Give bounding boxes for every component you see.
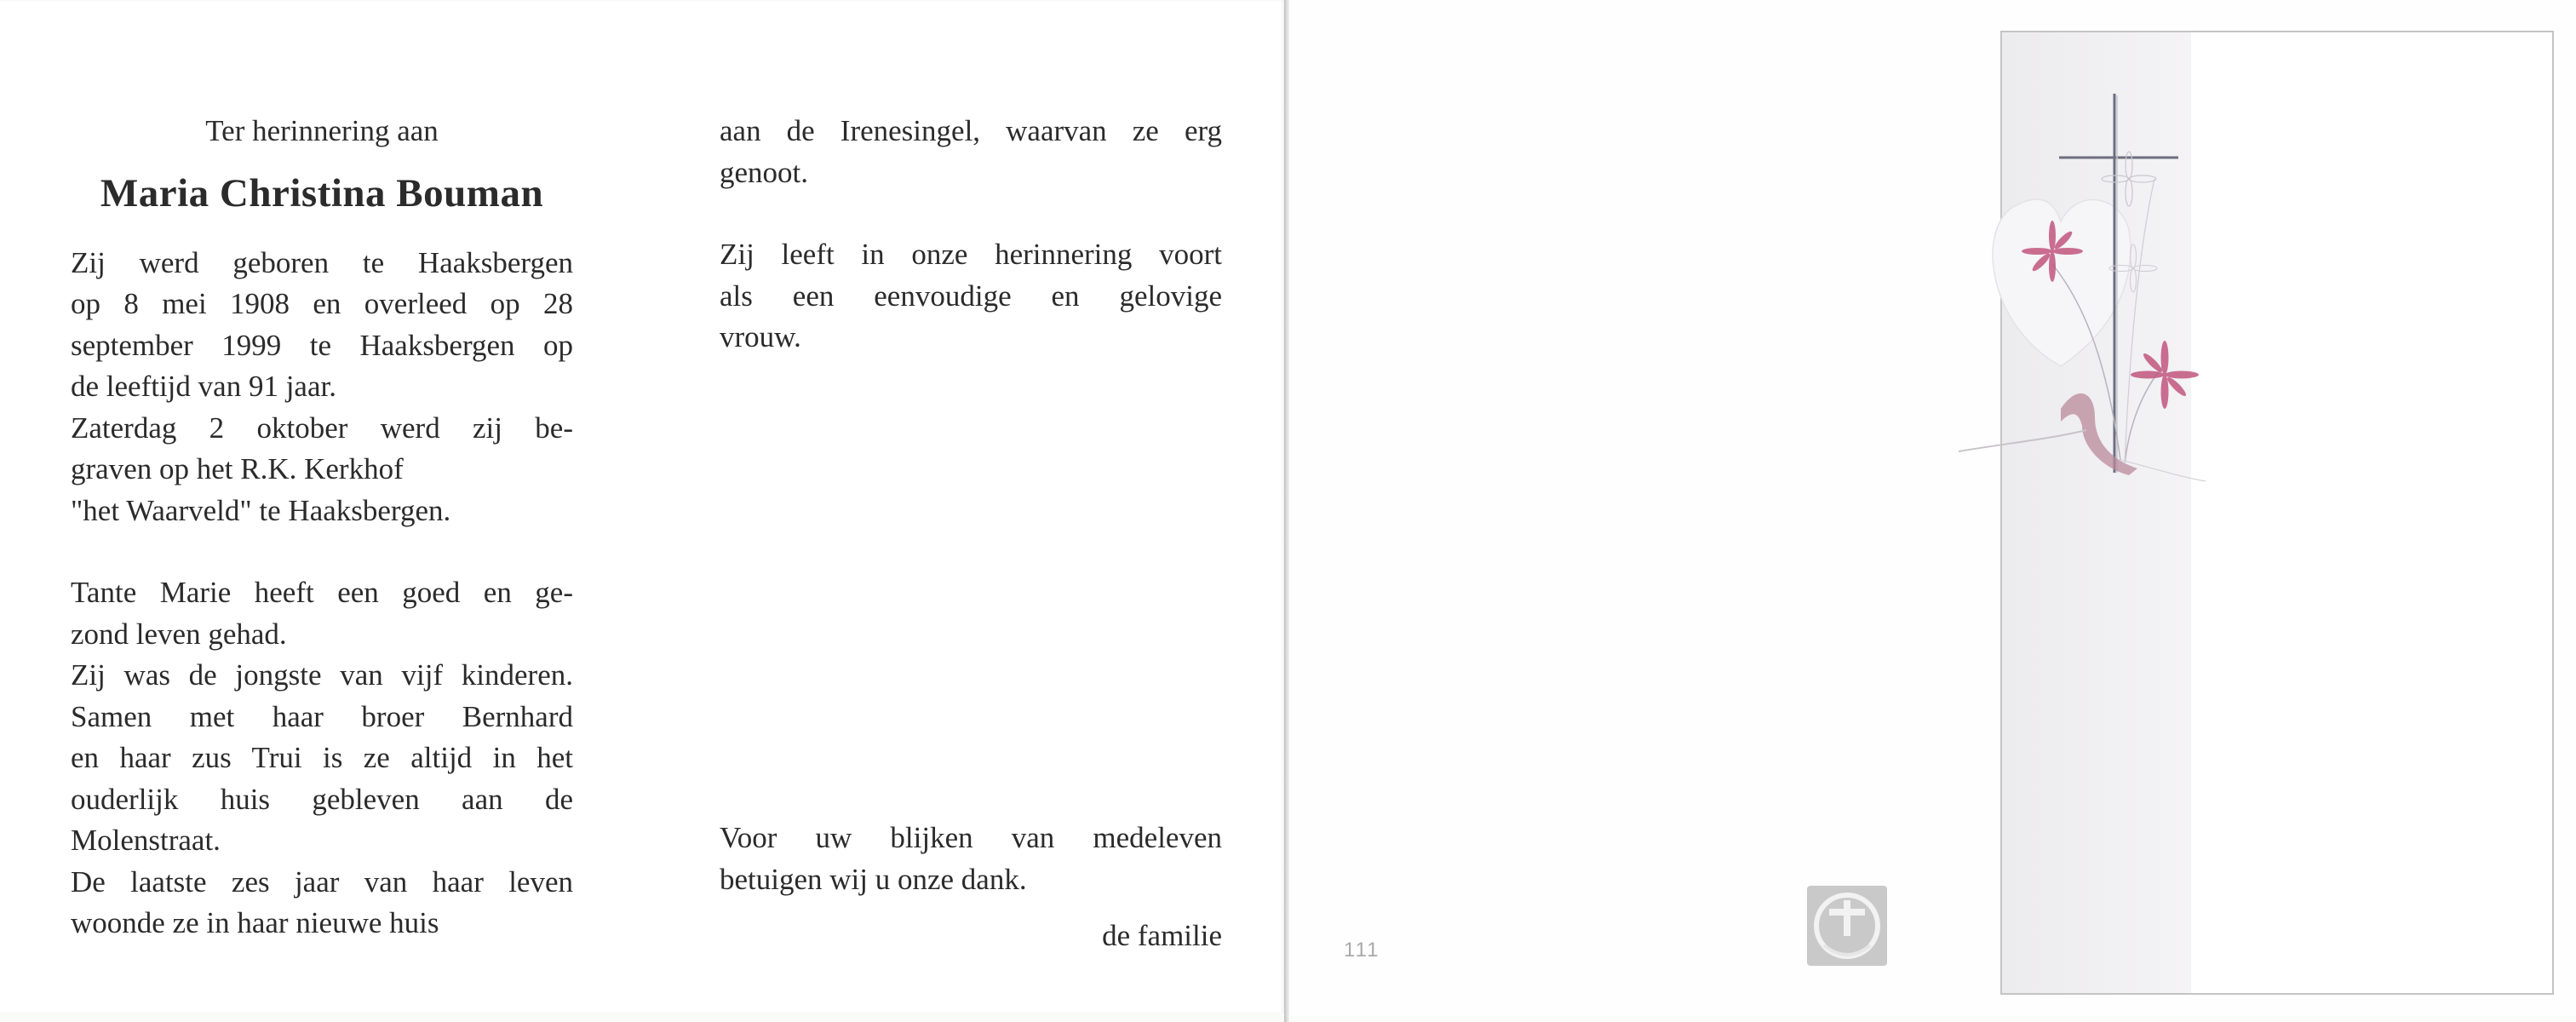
text-line: betuigen wij u onze dank. <box>720 862 1027 896</box>
text-line: op 8 mei 1908 en overleed op 28 <box>71 287 573 320</box>
text-line: en haar zus Trui is ze altijd in het <box>71 741 573 774</box>
biography-paragraph <box>71 243 573 532</box>
text-line: ouderlijk huis gebleven aan de <box>71 782 573 816</box>
life-paragraph <box>71 572 573 944</box>
text-line: Zij leeft in onze herinnering voort <box>720 238 1222 271</box>
thank-you-block <box>720 818 1222 957</box>
text-line: als een eenvoudige en gelovige <box>720 278 1222 313</box>
text-line: "het Waarveld" te Haaksbergen. <box>71 493 451 527</box>
remembrance-paragraph <box>720 234 1222 359</box>
text-line: aan de Irenesingel, waarvan ze erg <box>720 114 1222 147</box>
text-line: Tante Marie heeft een goed en ge- <box>71 576 573 609</box>
text-line: genoot. <box>720 155 809 189</box>
text-line: Molenstraat. <box>71 824 221 857</box>
deceased-name: Maria Christina Bouman <box>100 170 544 215</box>
text-line: woonde ze in haar nieuwe huis <box>71 906 439 939</box>
text-line: de leeftijd van 91 jaar. <box>71 370 336 403</box>
text-column-right <box>720 111 1222 359</box>
thank-you-text <box>720 818 1222 900</box>
publisher-logo-icon <box>1807 886 1887 966</box>
text-line: zond leven gehad. <box>71 617 287 651</box>
intro-line: Ter herinnering aan <box>205 114 439 147</box>
text-line: september 1999 te Haaksbergen op <box>71 328 573 362</box>
text-line: vrouw. <box>720 320 801 353</box>
text-line: Zij was de jongste van vijf kinderen. <box>71 658 573 692</box>
text-line: De laatste zes jaar van haar leven <box>71 864 573 899</box>
text-line: Voor uw blijken van medeleven <box>720 821 1222 854</box>
cross-with-flowers-icon <box>1959 85 2240 511</box>
text-line: Zaterdag 2 oktober werd zij be- <box>71 411 573 445</box>
inner-page <box>0 0 1284 1013</box>
text-column-left <box>71 111 573 944</box>
card-number: 111 <box>1344 939 1380 962</box>
family-signature: de familie <box>1102 919 1222 952</box>
text-line: Samen met haar broer Bernhard <box>71 699 573 733</box>
text-line: graven op het R.K. Kerkhof <box>71 452 404 485</box>
text-line: Zij werd geboren te Haaksbergen <box>71 245 573 279</box>
continuation-paragraph <box>720 111 1222 193</box>
